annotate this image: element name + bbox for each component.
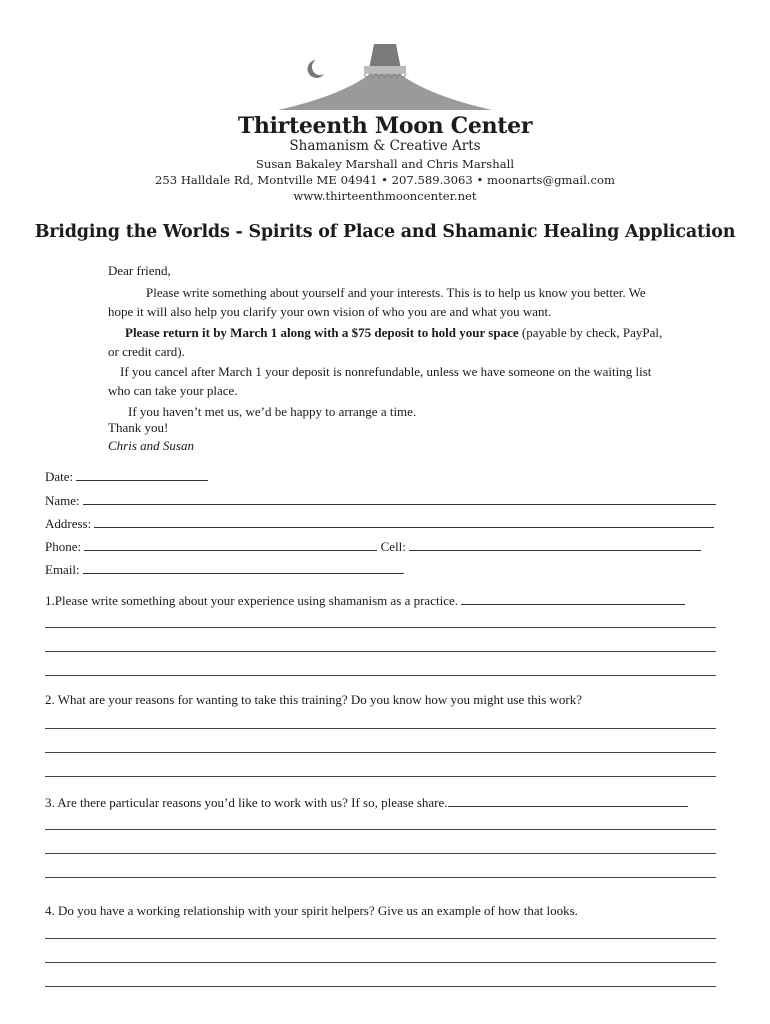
org-website: www.thirteenthmooncenter.net xyxy=(293,189,477,203)
question-3 xyxy=(45,794,688,811)
phone-field[interactable] xyxy=(45,538,701,555)
org-people: Susan Bakaley Marshall and Chris Marshall xyxy=(255,157,515,171)
pavilion-roof xyxy=(278,74,492,110)
phone-input-line[interactable] xyxy=(84,538,377,551)
email-field[interactable] xyxy=(45,561,404,578)
letter-thanks: Thank you! xyxy=(108,420,169,435)
answer-line[interactable] xyxy=(45,651,716,652)
letter-signature: Chris and Susan xyxy=(108,438,194,453)
answer-line[interactable] xyxy=(45,627,716,628)
moon-pavilion-logo xyxy=(270,38,500,118)
phone-label: Phone: xyxy=(45,539,82,554)
question-1-inline-line[interactable] xyxy=(461,592,685,605)
cell-label: Cell: xyxy=(380,539,406,554)
email-label: Email: xyxy=(45,562,80,577)
question-4: 4. Do you have a working relationship with your spirit helpers? Give us an example of how that looks. xyxy=(45,903,578,918)
email-input-line[interactable] xyxy=(83,561,404,574)
answer-line[interactable] xyxy=(45,752,716,753)
question-3-inline-line[interactable] xyxy=(448,794,688,807)
address-field[interactable] xyxy=(45,515,714,532)
question-1 xyxy=(45,592,685,609)
address-label: Address: xyxy=(45,516,92,531)
org-contact: 253 Halldale Rd, Montville ME 04941 • 207.589.3063 • moonarts@gmail.com xyxy=(155,173,615,187)
answer-line[interactable] xyxy=(45,962,716,963)
address-input-line[interactable] xyxy=(94,515,714,528)
question-2: 2. What are your reasons for wanting to take this training? Do you know how you might use this work? xyxy=(45,692,582,707)
crescent-moon-icon xyxy=(308,60,324,78)
greeting: Dear friend, xyxy=(108,263,171,278)
answer-line[interactable] xyxy=(45,776,716,777)
answer-line[interactable] xyxy=(45,853,716,854)
deposit-notice: Please return it by March 1 along with a $75 deposit to hold your space xyxy=(125,325,519,340)
payment-methods: (payable by check, PayPal, or credit card). xyxy=(108,325,663,359)
letter-paragraph-1: Please write something about yourself and your interests. This is to help us know you better. We hope it will also help you clarify your own vision of who you are and what you want. xyxy=(108,285,646,319)
letter-paragraph-4: If you haven’t met us, we’d be happy to arrange a time. xyxy=(128,404,417,419)
date-field[interactable] xyxy=(45,468,208,485)
document-title: Bridging the Worlds - Spirits of Place and Shamanic Healing Application xyxy=(34,222,736,242)
pavilion-band xyxy=(364,66,406,74)
date-input-line[interactable] xyxy=(76,468,208,481)
answer-line[interactable] xyxy=(45,829,716,830)
answer-line[interactable] xyxy=(45,986,716,987)
name-input-line[interactable] xyxy=(83,492,716,505)
question-1-text: 1.Please write something about your experience using shamanism as a practice. xyxy=(45,593,458,608)
letter-paragraph-2 xyxy=(108,323,668,361)
cell-input-line[interactable] xyxy=(409,538,701,551)
name-label: Name: xyxy=(45,493,80,508)
answer-line[interactable] xyxy=(45,877,716,878)
letter-paragraph-3: If you cancel after March 1 your deposit is nonrefundable, unless we have someone on the waiting list who can take your place. xyxy=(108,364,652,398)
answer-line[interactable] xyxy=(45,728,716,729)
org-tagline: Shamanism & Creative Arts xyxy=(289,138,481,154)
date-label: Date: xyxy=(45,469,74,484)
question-3-text: 3. Are there particular reasons you’d like to work with us? If so, please share. xyxy=(45,795,448,810)
answer-line[interactable] xyxy=(45,675,716,676)
org-name: Thirteenth Moon Center xyxy=(237,113,533,139)
answer-line[interactable] xyxy=(45,938,716,939)
name-field[interactable] xyxy=(45,492,716,509)
